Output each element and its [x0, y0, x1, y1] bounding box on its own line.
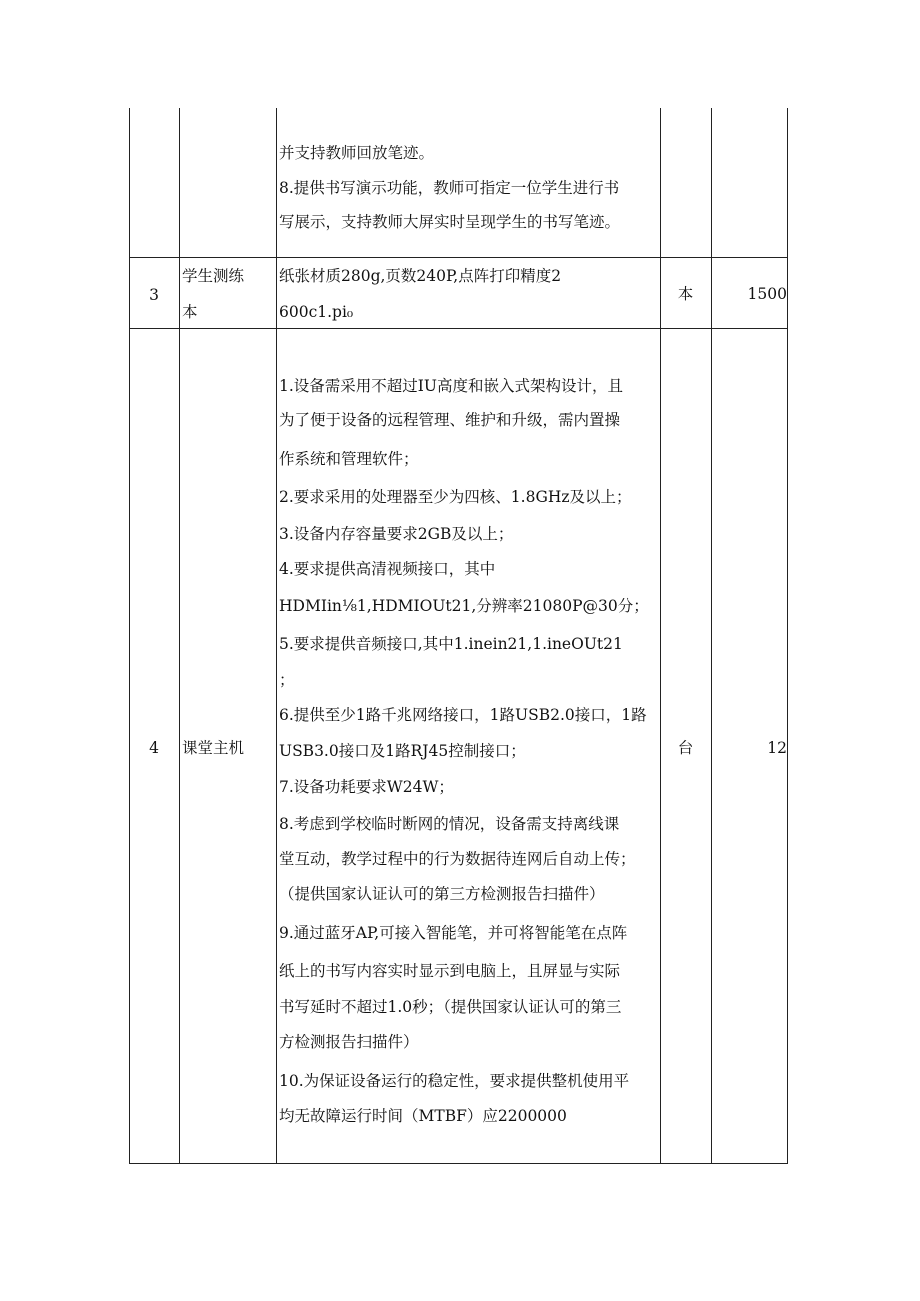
- spec-line: 1.设备需采用不超过IU高度和嵌入式架构设计，且: [279, 377, 623, 395]
- row-divider-1: [129, 257, 788, 258]
- spec-line: 书写延时不超过1.0秒；（提供国家认证认可的第三: [279, 998, 622, 1016]
- spec-line: 8.提供书写演示功能，教师可指定一位学生进行书: [279, 179, 620, 197]
- spec-line: 并支持教师回放笔迹。: [279, 144, 435, 162]
- item-name-line: 课堂主机: [182, 739, 245, 757]
- spec-line: 纸张材质280g,页数240P,点阵打印精度2: [279, 267, 562, 285]
- spec-line: 为了便于设备的远程管理、维护和升级，需内置操: [279, 411, 621, 429]
- table-border-col2: [276, 108, 277, 1164]
- spec-line: ；: [279, 671, 295, 689]
- item-number: 4: [149, 739, 159, 757]
- table-border-col4: [711, 108, 712, 1164]
- table-border-col1: [179, 108, 180, 1164]
- spec-line: 7.设备功耗要求W24W；: [279, 778, 454, 796]
- spec-line: 9.通过蓝牙AP,可接入智能笔，并可将智能笔在点阵: [279, 924, 628, 942]
- spec-line: 3.设备内存容量要求2GB及以上；: [279, 525, 514, 543]
- spec-line: （提供国家认证认可的第三方检测报告扫描件）: [279, 885, 605, 903]
- spec-line: 堂互动，教学过程中的行为数据待连网后自动上传；: [279, 850, 636, 868]
- item-unit: 台: [677, 739, 694, 757]
- table-border-col3: [660, 108, 661, 1164]
- item-quantity: 1500: [747, 285, 787, 303]
- item-quantity: 12: [767, 739, 787, 757]
- item-name-line: 本: [182, 303, 198, 321]
- spec-line: 10.为保证设备运行的稳定性，要求提供整机使用平: [279, 1072, 630, 1090]
- row-divider-2: [129, 328, 788, 329]
- item-unit: 本: [677, 285, 694, 303]
- spec-line: 均无故障运行时间（MTBF）应2200000: [279, 1107, 567, 1125]
- spec-line: 6.提供至少1路千兆网络接口，1路USB2.0接口，1路: [279, 706, 647, 724]
- spec-line: 2.要求采用的处理器至少为四核、1.8GHz及以上；: [279, 488, 632, 506]
- table-border-right: [787, 108, 788, 1164]
- spec-line: 作系统和管理软件；: [279, 450, 419, 468]
- spec-line: 8.考虑到学校临时断网的情况，设备需支持离线课: [279, 815, 620, 833]
- spec-line: 方检测报告扫描件）: [279, 1033, 419, 1051]
- table-border-bottom: [129, 1163, 788, 1164]
- spec-line: USB3.0接口及1路RJ45控制接口；: [279, 742, 526, 760]
- spec-line: HDMIin⅛1,HDMIOUt21,分辨率21080P@30分；: [279, 597, 649, 615]
- item-number: 3: [149, 286, 159, 304]
- spec-line: 600c1.pi₀: [279, 303, 354, 321]
- item-name-line: 学生测练: [182, 267, 245, 285]
- spec-line: 写展示，支持教师大屏实时呈现学生的书写笔迹。: [279, 213, 621, 231]
- spec-line: 5.要求提供音频接口,其中1.inein21,1.ineOUt21: [279, 635, 623, 653]
- table-border-left: [129, 108, 130, 1164]
- spec-line: 4.要求提供高清视频接口，其中: [279, 560, 496, 578]
- spec-line: 纸上的书写内容实时显示到电脑上，且屏显与实际: [279, 962, 621, 980]
